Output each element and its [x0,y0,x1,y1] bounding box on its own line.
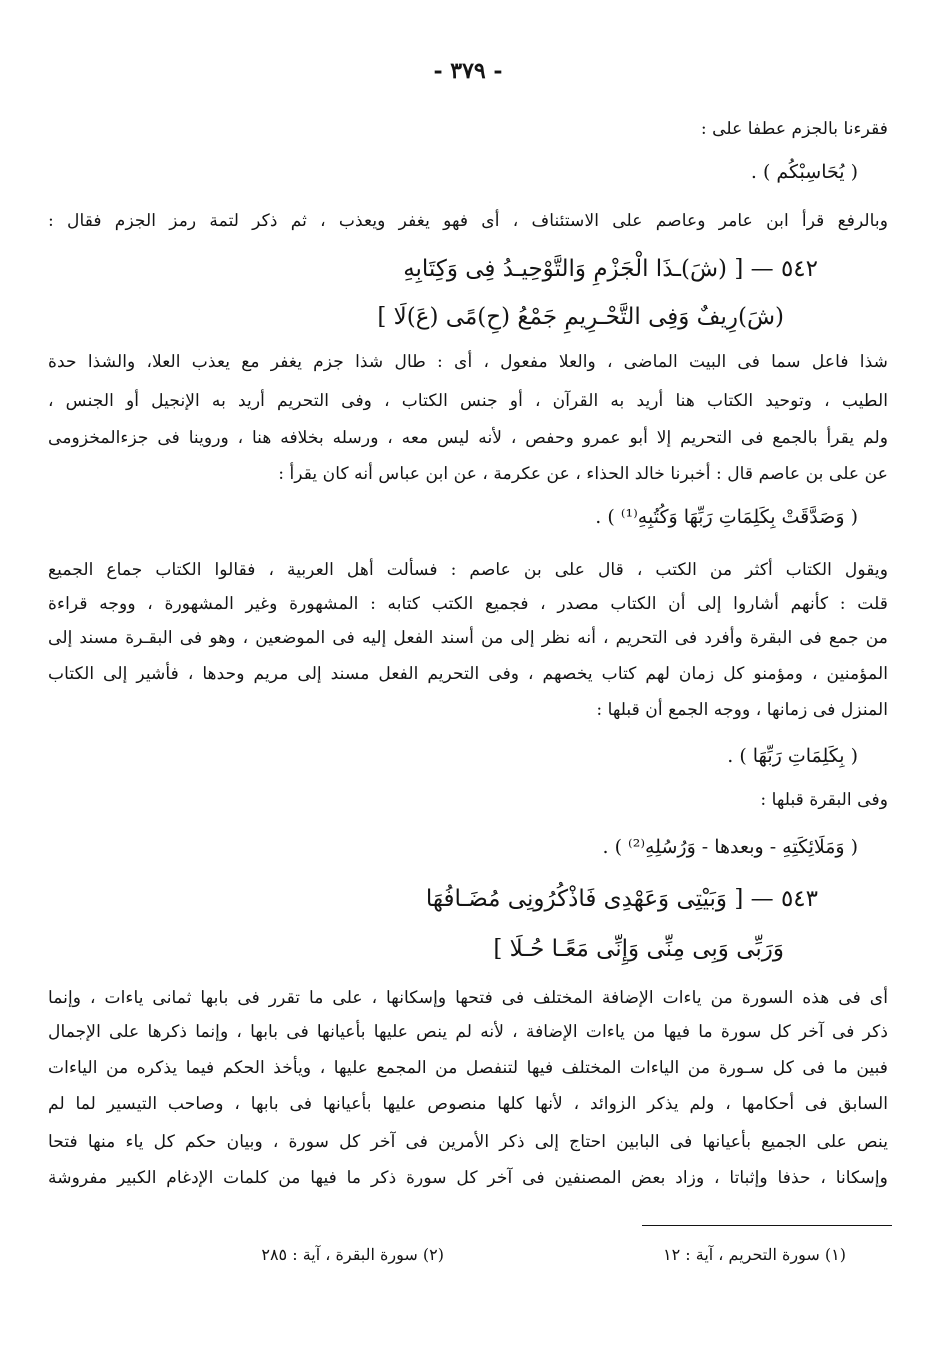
page-number: - ٣٧٩ - [433,58,503,84]
text-line: وفى البقرة قبلها : [760,790,888,810]
text-line: من جمع فى البقرة وأفرد فى التحريم ، أنه نظر إلى من أسند الفعل إليه فى الموضعين ، وهو فى البقـرة مسند إلى [48,628,888,648]
quran-quote: ( بِكَلِمَاتِ رَبِّهَا ) . [727,745,858,767]
poem-verse-542-first-hemistich: ٥٤٢ — [ (شَ)ـذَا الْجَزْمِ وَالتَّوْحِيـدُ فِى وَكِتَابِهِ [403,256,818,282]
quran-quote: ( يُحَاسِبْكُم ) . [750,161,858,183]
text-line: وإسكانا ، حذفا وإثباتا ، وزاد بعض المصنفين فى آخر كل سورة ذكر ما فيها من كلمات الإدغام الكبير مفروشة [48,1168,888,1188]
text-line: شذا فاعل سما فى البيت الماضى ، والعلا مفعول ، أى : طال شذا جزم يغفر مع يعذب العلا، والشذا حدة [48,352,888,372]
poem-verse-543-first-hemistich: ٥٤٣ — [ وَبَيْتِى وَعَهْدِى فَاذْكُرُونِى مُضَـافُهَا [425,886,818,912]
text-line: قلت : كأنهم أشاروا إلى أن الكتاب مصدر ، فجميع الكتب كتابه : المشهورة وغير المشهورة ، ووجه قراءة [48,594,888,614]
text-line: ويقول الكتاب أكثر من الكتب ، قال على بن عاصم : فسألت أهل العربية ، فقالوا الكتاب جماع الجميع [48,560,888,580]
text-line: فقرءنا بالجزم عطفا على : [700,119,888,139]
footnote-1: (١) سورة التحريم ، آية : ١٢ [662,1245,846,1264]
footnote-divider [642,1225,892,1226]
text-line: وبالرفع قرأ ابن عامر وعاصم على الاستئناف ، أى فهو يغفر ويعذب ، ثم ذكر لتمة رمز الجزم فقال : [48,211,888,231]
text-line: ذكر فى آخر كل سورة ما فيها من ياءات الإضافة ، لأنه لم ينص عليها بأعيانها فى بابها ، وإنما ذكرها على الإجمال [48,1022,888,1042]
text-line: المنزل فى زمانها ، ووجه الجمع أن قبلها : [596,700,888,720]
text-line: ينص على الجميع بأعيانها فى البابين احتاج إلى ذكر الأمرين فى آخر كل سورة ، وبيان حكم كل ياء منها فتحا [48,1132,888,1152]
text-line: المؤمنين ، ومؤمنو كل زمان لهم كتاب يخصهم ، وفى التحريم الفعل مسند إلى مريم وحدها ، فأشير إلى الكتاب [48,664,888,684]
text-line: أى فى هذه السورة من ياءات الإضافة المختلف فى فتحها وإسكانها ، على ما تقرر فى بابها ثمانى ياءات ، وإنما [48,988,888,1008]
text-line: السابق فى أحكامها ، ولم يذكر الزوائد ، لأنها كلها منصوص عليها بأعيانها فى بابها ، وصاحب التيسير لما لم [48,1094,888,1114]
text-line: الطيب ، وتوحيد الكتاب هنا أريد به القرآن ، أو جنس الكتاب ، وفى التحريم أريد به الإنجيل أو الجنس ، [48,391,888,411]
text-line: ولم يقرأ بالجمع فى التحريم إلا أبو عمرو وحفص ، لأنه ليس معه ، ورسله بخلافه هنا ، وروينا فى جزءالمخزومى [48,428,888,448]
footnote-2: (٢) سورة البقرة ، آية : ٢٨٥ [261,1245,444,1264]
text-line: فبين ما فى كل سـورة من الياءات المختلف فيها لتنفصل من المجمع عليها ، ويأخذ الحكم فيما يذكره من الياءات [48,1058,888,1078]
poem-verse-543-second-hemistich: وَرَبِّى وَبِى مِنِّى وَإِنِّى مَعًـا حُـلَا ] [493,936,784,962]
quran-quote: ( وَصَدَّقَتْ بِكَلِمَاتِ رَبِّهَا وَكُتُبِهِ⁽¹⁾ ) . [595,506,858,528]
poem-verse-542-second-hemistich: (شَ)رِيفٌ وَفِى التَّحْـرِيمِ جَمْعُ (حِ)مًى (عَ)لَا ] [377,304,784,330]
quran-quote: ( وَمَلَائِكَتِهِ - وبعدها - وَرُسُلِهِ⁽²⁾ ) . [602,836,858,858]
text-line: عن على بن عاصم قال : أخبرنا خالد الحذاء ، عن عكرمة ، عن ابن عباس أنه كان يقرأ : [278,464,888,484]
